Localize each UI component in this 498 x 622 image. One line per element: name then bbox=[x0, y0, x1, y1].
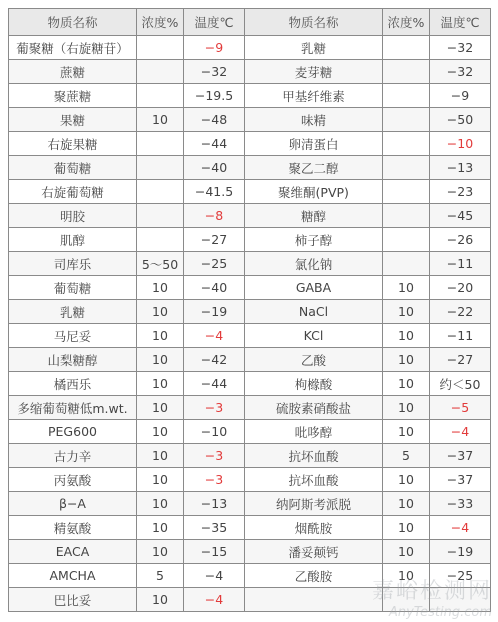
table-row bbox=[9, 132, 491, 156]
substance-name-right: NaCl bbox=[245, 300, 383, 324]
substance-name-left: β−A bbox=[9, 492, 137, 516]
temperature-left: −4 bbox=[184, 564, 245, 588]
substance-name-left: 山梨糖醇 bbox=[9, 348, 137, 372]
concentration-left bbox=[137, 132, 184, 156]
substance-name-right: 乳糖 bbox=[245, 36, 383, 60]
table-row bbox=[9, 540, 491, 564]
substance-name-right: 枸橼酸 bbox=[245, 372, 383, 396]
substance-name-right: 潘妥颠钙 bbox=[245, 540, 383, 564]
substance-name-right: 卵清蛋白 bbox=[245, 132, 383, 156]
concentration-right bbox=[383, 180, 430, 204]
substance-name-left: 巴比妥 bbox=[9, 588, 137, 612]
substance-name-right: 吡哆醇 bbox=[245, 420, 383, 444]
concentration-right: 10 bbox=[383, 324, 430, 348]
temperature-right: −13 bbox=[430, 156, 491, 180]
temperature-left: −35 bbox=[184, 516, 245, 540]
watermark-en: AnyTesting.com bbox=[388, 605, 492, 620]
temperature-right: −22 bbox=[430, 300, 491, 324]
concentration-left bbox=[137, 204, 184, 228]
temperature-right: −20 bbox=[430, 276, 491, 300]
concentration-right: 10 bbox=[383, 396, 430, 420]
temperature-right: −4 bbox=[430, 420, 491, 444]
watermark-cn: 嘉峪检测网 bbox=[371, 579, 492, 604]
concentration-left: 10 bbox=[137, 468, 184, 492]
substance-name-right: 纳阿斯考派脱 bbox=[245, 492, 383, 516]
table-row bbox=[9, 300, 491, 324]
temperature-left: −3 bbox=[184, 468, 245, 492]
substance-name-right: 硫胺素硝酸盐 bbox=[245, 396, 383, 420]
substance-name-left: 司库乐 bbox=[9, 252, 137, 276]
substance-name-left: 明胶 bbox=[9, 204, 137, 228]
temperature-left: −13 bbox=[184, 492, 245, 516]
substance-name-left: 橘西乐 bbox=[9, 372, 137, 396]
concentration-right bbox=[383, 252, 430, 276]
substance-name-right: 麦芽糖 bbox=[245, 60, 383, 84]
concentration-left: 5～50 bbox=[137, 252, 184, 276]
substance-name-right: KCl bbox=[245, 324, 383, 348]
temperature-left: −4 bbox=[184, 324, 245, 348]
concentration-right: 10 bbox=[383, 516, 430, 540]
concentration-right: 5 bbox=[383, 444, 430, 468]
temperature-right: −33 bbox=[430, 492, 491, 516]
temperature-right: −10 bbox=[430, 132, 491, 156]
temperature-left: −32 bbox=[184, 60, 245, 84]
temperature-left: −41.5 bbox=[184, 180, 245, 204]
header-temp-right: 温度℃ bbox=[430, 9, 491, 36]
concentration-left: 10 bbox=[137, 588, 184, 612]
substance-name-left: 蔗糖 bbox=[9, 60, 137, 84]
substance-name-right: 抗坏血酸 bbox=[245, 444, 383, 468]
temperature-left: −3 bbox=[184, 396, 245, 420]
table-row bbox=[9, 204, 491, 228]
header-conc-left: 浓度% bbox=[137, 9, 184, 36]
substance-name-left: 右旋果糖 bbox=[9, 132, 137, 156]
table-row bbox=[9, 180, 491, 204]
table-row bbox=[9, 60, 491, 84]
substance-name-right: 糖醇 bbox=[245, 204, 383, 228]
substance-name-left: 肌醇 bbox=[9, 228, 137, 252]
temperature-left: −40 bbox=[184, 156, 245, 180]
concentration-left: 10 bbox=[137, 444, 184, 468]
concentration-left bbox=[137, 36, 184, 60]
temperature-right: −23 bbox=[430, 180, 491, 204]
temperature-left: −40 bbox=[184, 276, 245, 300]
concentration-right: 10 bbox=[383, 540, 430, 564]
concentration-right bbox=[383, 36, 430, 60]
temperature-right: −11 bbox=[430, 324, 491, 348]
table-row bbox=[9, 84, 491, 108]
substance-name-right: 抗坏血酸 bbox=[245, 468, 383, 492]
header-row bbox=[9, 9, 491, 36]
table-row bbox=[9, 348, 491, 372]
concentration-left: 10 bbox=[137, 492, 184, 516]
substance-name-right: 乙酸胺 bbox=[245, 564, 383, 588]
temperature-right: −32 bbox=[430, 60, 491, 84]
substance-name-right: 味精 bbox=[245, 108, 383, 132]
concentration-left bbox=[137, 180, 184, 204]
concentration-left: 10 bbox=[137, 516, 184, 540]
temperature-left: −42 bbox=[184, 348, 245, 372]
concentration-left: 10 bbox=[137, 348, 184, 372]
substance-name-left: 乳糖 bbox=[9, 300, 137, 324]
header-conc-right: 浓度% bbox=[383, 9, 430, 36]
temperature-right: −5 bbox=[430, 396, 491, 420]
concentration-right: 10 bbox=[383, 420, 430, 444]
temperature-right: −27 bbox=[430, 348, 491, 372]
temperature-right: −37 bbox=[430, 444, 491, 468]
table-row bbox=[9, 252, 491, 276]
substance-name-left: 果糖 bbox=[9, 108, 137, 132]
temperature-right: −37 bbox=[430, 468, 491, 492]
concentration-left: 10 bbox=[137, 300, 184, 324]
concentration-left: 10 bbox=[137, 276, 184, 300]
temperature-left: −27 bbox=[184, 228, 245, 252]
temperature-left: −10 bbox=[184, 420, 245, 444]
substance-name-right: GABA bbox=[245, 276, 383, 300]
substance-name-left: AMCHA bbox=[9, 564, 137, 588]
substance-name-left: 葡萄糖 bbox=[9, 156, 137, 180]
substance-name-left: 精氨酸 bbox=[9, 516, 137, 540]
table-row bbox=[9, 156, 491, 180]
concentration-left: 10 bbox=[137, 396, 184, 420]
substance-name-left: EACA bbox=[9, 540, 137, 564]
substance-name-right: 聚乙二醇 bbox=[245, 156, 383, 180]
header-temp-left: 温度℃ bbox=[184, 9, 245, 36]
substance-name-left: 葡聚糖（右旋糖苷） bbox=[9, 36, 137, 60]
table-row bbox=[9, 228, 491, 252]
watermark bbox=[372, 574, 492, 620]
temperature-right: −32 bbox=[430, 36, 491, 60]
concentration-right bbox=[383, 228, 430, 252]
table-row bbox=[9, 492, 491, 516]
concentration-right: 10 bbox=[383, 300, 430, 324]
table-row bbox=[9, 324, 491, 348]
table-row bbox=[9, 276, 491, 300]
concentration-left bbox=[137, 156, 184, 180]
temperature-left: −48 bbox=[184, 108, 245, 132]
table-row bbox=[9, 372, 491, 396]
temperature-right: 约＜50 bbox=[430, 372, 491, 396]
temperature-right: −11 bbox=[430, 252, 491, 276]
table-row bbox=[9, 108, 491, 132]
temperature-left: −3 bbox=[184, 444, 245, 468]
temperature-right: −50 bbox=[430, 108, 491, 132]
concentration-left: 10 bbox=[137, 108, 184, 132]
concentration-right: 10 bbox=[383, 564, 430, 588]
substance-name-left: 马尼妥 bbox=[9, 324, 137, 348]
concentration-left bbox=[137, 60, 184, 84]
substance-name-right: 乙酸 bbox=[245, 348, 383, 372]
substance-name-right: 氯化钠 bbox=[245, 252, 383, 276]
substance-name-left: 多缩葡萄糖低m.wt. bbox=[9, 396, 137, 420]
substance-name-left: PEG600 bbox=[9, 420, 137, 444]
temperature-right: −25 bbox=[430, 564, 491, 588]
concentration-left bbox=[137, 84, 184, 108]
temperature-left: −44 bbox=[184, 132, 245, 156]
temperature-right: −4 bbox=[430, 516, 491, 540]
concentration-right: 10 bbox=[383, 276, 430, 300]
concentration-left: 10 bbox=[137, 324, 184, 348]
concentration-right bbox=[383, 84, 430, 108]
temperature-left: −9 bbox=[184, 36, 245, 60]
concentration-right: 10 bbox=[383, 372, 430, 396]
concentration-left: 10 bbox=[137, 372, 184, 396]
cryoprotectant-table bbox=[8, 8, 491, 612]
concentration-right: 10 bbox=[383, 468, 430, 492]
concentration-right bbox=[383, 132, 430, 156]
substance-name-left: 葡萄糖 bbox=[9, 276, 137, 300]
concentration-left: 10 bbox=[137, 540, 184, 564]
table-row bbox=[9, 420, 491, 444]
concentration-right bbox=[383, 60, 430, 84]
concentration-right: 10 bbox=[383, 348, 430, 372]
concentration-right bbox=[383, 108, 430, 132]
header-name-right: 物质名称 bbox=[245, 9, 383, 36]
table-row bbox=[9, 444, 491, 468]
concentration-right: 10 bbox=[383, 492, 430, 516]
temperature-right: −45 bbox=[430, 204, 491, 228]
temperature-left: −19 bbox=[184, 300, 245, 324]
temperature-left: −19.5 bbox=[184, 84, 245, 108]
substance-name-left: 右旋葡萄糖 bbox=[9, 180, 137, 204]
temperature-left: −15 bbox=[184, 540, 245, 564]
concentration-right bbox=[383, 156, 430, 180]
temperature-left: −4 bbox=[184, 588, 245, 612]
substance-name-right: 烟酰胺 bbox=[245, 516, 383, 540]
temperature-left: −44 bbox=[184, 372, 245, 396]
temperature-left: −25 bbox=[184, 252, 245, 276]
table-row bbox=[9, 468, 491, 492]
concentration-left bbox=[137, 228, 184, 252]
substance-name-left: 丙氨酸 bbox=[9, 468, 137, 492]
substance-name-right: 甲基纤维素 bbox=[245, 84, 383, 108]
temperature-right: −9 bbox=[430, 84, 491, 108]
substance-name-right: 柿子醇 bbox=[245, 228, 383, 252]
temperature-right: −26 bbox=[430, 228, 491, 252]
table-row bbox=[9, 516, 491, 540]
table-row bbox=[9, 36, 491, 60]
concentration-right bbox=[383, 204, 430, 228]
substance-name-left: 聚蔗糖 bbox=[9, 84, 137, 108]
table-row bbox=[9, 396, 491, 420]
substance-name-right bbox=[245, 588, 383, 612]
concentration-left: 5 bbox=[137, 564, 184, 588]
header-name-left: 物质名称 bbox=[9, 9, 137, 36]
concentration-left: 10 bbox=[137, 420, 184, 444]
temperature-right: −19 bbox=[430, 540, 491, 564]
substance-name-right: 聚维酮(PVP) bbox=[245, 180, 383, 204]
substance-name-left: 古力辛 bbox=[9, 444, 137, 468]
temperature-left: −8 bbox=[184, 204, 245, 228]
